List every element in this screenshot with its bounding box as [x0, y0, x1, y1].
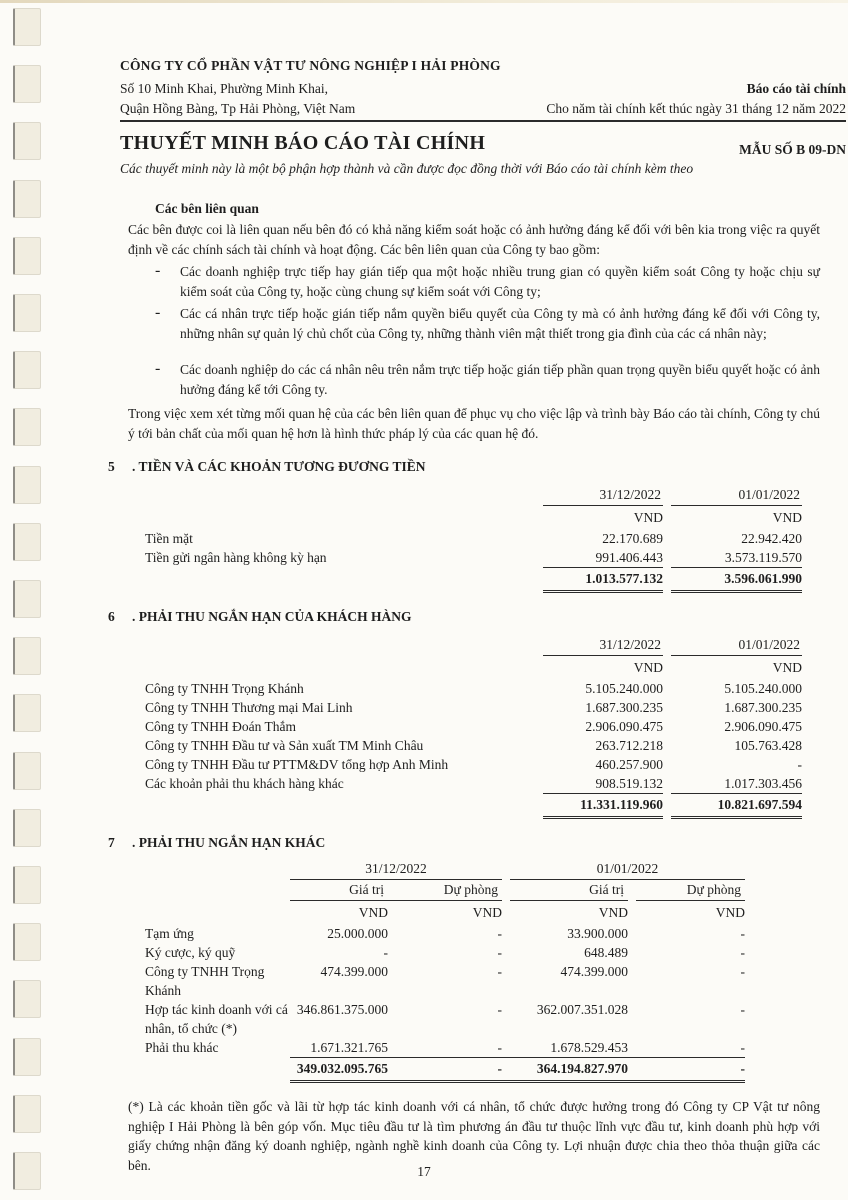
bullet-text: Các cá nhân trực tiếp hoặc gián tiếp nắm quyền biểu quyết của Công ty mà có ảnh hưởng đáng kể đối với Công ty, những nhân sự quản lý chủ chốt của Công ty, những thành viên mật thiết trong gia đình của các cá nhân này; — [180, 306, 820, 341]
cell-value: 33.900.000 — [567, 926, 628, 941]
section-number: 5 — [108, 459, 115, 474]
related-parties-intro: Các bên được coi là liên quan nếu bên đó có khả năng kiểm soát hoặc có ảnh hưởng đáng kể đối với bên kia trong việc ra quyết định về các chính sách tài chính và hoạt động. Các bên liên quan của Công ty bao gồm: — [128, 222, 820, 257]
cell-value: 1.671.321.765 — [290, 1038, 388, 1058]
page-subtitle: Các thuyết minh này là một bộ phận hợp thành và cần được đọc đồng thời với Báo cáo tài chính kèm theo — [120, 161, 694, 176]
group-header-date-2: 01/01/2022 — [502, 859, 745, 880]
sub-header-provision: Dự phòng — [388, 880, 502, 901]
cell-provision: - — [497, 945, 502, 960]
currency-label: VND — [598, 905, 628, 920]
total-provision: - — [388, 1058, 502, 1083]
currency-label: VND — [633, 660, 663, 675]
bullet-item — [155, 360, 820, 399]
cell-provision: - — [740, 964, 745, 979]
footnote: (*) Là các khoản tiền gốc và lãi từ hợp tác kinh doanh với cá nhân, tổ chức được hưởng trong đó Công ty CP Vật tư nông nghiệp I Hải Phòng là bên góp vốn. Mục tiêu đầu tư là tìm phương án đầu tư thuộc lĩnh vực đầu tư, kinh doanh phù hợp với giấy chứng nhận đăng ký doanh nghiệp, ngành nghề kinh doanh của Công ty. Lợi nhuận được chia theo thỏa thuận giữa các bên. — [128, 1099, 820, 1173]
row-label: Công ty TNHH Đầu tư và Sản xuất TM Minh Châu — [145, 738, 424, 753]
letterhead — [120, 79, 846, 119]
column-header-date-1: 31/12/2022 — [543, 635, 663, 656]
column-header-date-1: 31/12/2022 — [543, 485, 663, 506]
cell-value: 25.000.000 — [327, 926, 388, 941]
cell-value: 2.906.090.475 — [724, 719, 802, 734]
cell-value: 5.105.240.000 — [724, 681, 802, 696]
column-header-date-2: 01/01/2022 — [671, 485, 802, 506]
bullet-text: Các doanh nghiệp trực tiếp hay gián tiếp qua một hoặc nhiều trung gian có quyền kiểm soát Công ty hoặc chịu sự kiểm soát của Công ty, hoặc cùng chung sự kiểm soát với Công ty; — [180, 264, 820, 299]
related-parties-heading: Các bên liên quan — [155, 201, 259, 216]
address-line-2: Quận Hồng Bàng, Tp Hải Phòng, Việt Nam — [120, 101, 356, 116]
currency-label: VND — [772, 510, 802, 525]
section-5-heading — [108, 459, 846, 475]
report-type-label: Báo cáo tài chính — [746, 81, 846, 96]
group-header-date-1: 31/12/2022 — [290, 859, 502, 880]
bullet-dash: - — [155, 360, 161, 377]
page-number: 17 — [417, 1164, 431, 1179]
row-label: Tạm ứng — [145, 926, 194, 941]
company-address — [120, 79, 355, 119]
column-header-date-2: 01/01/2022 — [671, 635, 802, 656]
total-value: 349.032.095.765 — [290, 1058, 388, 1083]
bullet-dash: - — [155, 304, 161, 321]
total-value: 3.596.061.990 — [671, 567, 802, 593]
form-number: MẪU SỐ B 09-DN — [739, 142, 846, 157]
cell-provision: - — [740, 945, 745, 960]
section-title: . PHẢI THU NGẮN HẠN CỦA KHÁCH HÀNG — [132, 609, 412, 624]
row-label: Phải thu khác — [145, 1040, 219, 1055]
total-value: 10.821.697.594 — [671, 793, 802, 819]
cell-value: 3.573.119.570 — [724, 550, 802, 565]
cash-table — [120, 485, 802, 593]
currency-label: VND — [472, 905, 502, 920]
row-label: Công ty TNHH Trọng Khánh — [145, 681, 304, 696]
bullet-item — [155, 262, 820, 301]
document-page — [108, 0, 846, 1175]
section-number: 7 — [108, 835, 115, 850]
address-line-1: Số 10 Minh Khai, Phường Minh Khai, — [120, 81, 328, 96]
section-title: . TIỀN VÀ CÁC KHOẢN TƯƠNG ĐƯƠNG TIỀN — [132, 459, 426, 474]
cell-value: 991.406.443 — [595, 550, 663, 565]
company-name: CÔNG TY CỔ PHẦN VẬT TƯ NÔNG NGHIỆP I HẢI PHÒNG — [120, 58, 501, 73]
section-number: 6 — [108, 609, 115, 624]
total-provision: - — [628, 1058, 745, 1083]
cell-provision: - — [628, 1038, 745, 1058]
section-6-heading — [108, 609, 846, 625]
cell-value: 474.399.000 — [320, 964, 388, 979]
bullet-item — [155, 304, 820, 343]
cell-value: 105.763.428 — [734, 738, 802, 753]
cell-provision: - — [497, 964, 502, 979]
cell-value: 474.399.000 — [560, 964, 628, 979]
cell-value: 460.257.900 — [595, 757, 663, 772]
currency-label: VND — [715, 905, 745, 920]
cell-value: 1.687.300.235 — [724, 700, 802, 715]
report-meta — [546, 79, 846, 119]
row-label: Tiền gửi ngân hàng không kỳ hạn — [145, 550, 327, 565]
cell-value: 362.007.351.028 — [536, 1002, 628, 1017]
other-receivables-table — [120, 859, 745, 1083]
row-label: Công ty TNHH Đầu tư PTTM&DV tổng hợp Anh Minh — [145, 757, 449, 772]
cell-provision: - — [497, 1002, 502, 1017]
total-value: 11.331.119.960 — [543, 793, 663, 819]
report-period: Cho năm tài chính kết thúc ngày 31 tháng 12 năm 2022 — [546, 101, 846, 116]
cell-value: 22.942.420 — [741, 531, 802, 546]
currency-label: VND — [633, 510, 663, 525]
cell-value: 263.712.218 — [595, 738, 663, 753]
cell-value: - — [797, 757, 802, 772]
cell-value: 1.017.303.456 — [724, 776, 802, 791]
total-value: 1.013.577.132 — [543, 567, 663, 593]
row-label: Công ty TNHH Đoán Thắm — [145, 719, 296, 734]
bullet-dash: - — [155, 262, 161, 279]
cell-value: 908.519.132 — [595, 776, 663, 791]
sub-header-value: Giá trị — [290, 880, 388, 901]
row-label: Các khoản phải thu khách hàng khác — [145, 776, 344, 791]
cell-value: 648.489 — [584, 945, 628, 960]
cell-value: - — [383, 945, 388, 960]
cell-value: 2.906.090.475 — [585, 719, 663, 734]
row-label: Hợp tác kinh doanh với cá nhân, tổ chức (*) — [145, 1002, 288, 1036]
cell-provision: - — [497, 926, 502, 941]
title-row — [120, 132, 846, 158]
cell-value: 5.105.240.000 — [585, 681, 663, 696]
page-title: THUYẾT MINH BÁO CÁO TÀI CHÍNH — [120, 132, 486, 154]
row-label: Công ty TNHH Thương mại Mai Linh — [145, 700, 353, 715]
section-title: . PHẢI THU NGẮN HẠN KHÁC — [132, 835, 326, 850]
total-value: 364.194.827.970 — [502, 1058, 628, 1083]
related-parties-closing: Trong việc xem xét từng mối quan hệ của các bên liên quan để phục vụ cho việc lập và trình bày Báo cáo tài chính, Công ty chú ý tới bản chất của mối quan hệ hơn là hình thức pháp lý của các quan hệ đó. — [128, 406, 820, 441]
sub-header-provision: Dự phòng — [628, 880, 745, 901]
bullet-text: Các doanh nghiệp do các cá nhân nêu trên nắm trực tiếp hoặc gián tiếp phần quan trọng quyền biểu quyết hoặc có ảnh hưởng đáng kể tới Công ty. — [180, 362, 820, 397]
customer-receivables-table — [120, 635, 802, 819]
currency-label: VND — [772, 660, 802, 675]
cell-value: 22.170.689 — [602, 531, 663, 546]
row-label: Tiền mặt — [145, 531, 193, 546]
cell-value: 1.678.529.453 — [502, 1038, 628, 1058]
cell-value: 1.687.300.235 — [585, 700, 663, 715]
cell-provision: - — [740, 926, 745, 941]
header-divider — [120, 120, 846, 122]
cell-provision: - — [740, 1002, 745, 1017]
section-7-heading — [108, 835, 846, 851]
currency-label: VND — [358, 905, 388, 920]
row-label: Công ty TNHH Trọng Khánh — [145, 964, 265, 998]
row-label: Ký cược, ký quỹ — [145, 945, 236, 960]
cell-provision: - — [388, 1038, 502, 1058]
cell-value: 346.861.375.000 — [296, 1002, 388, 1017]
sub-header-value: Giá trị — [502, 880, 628, 901]
